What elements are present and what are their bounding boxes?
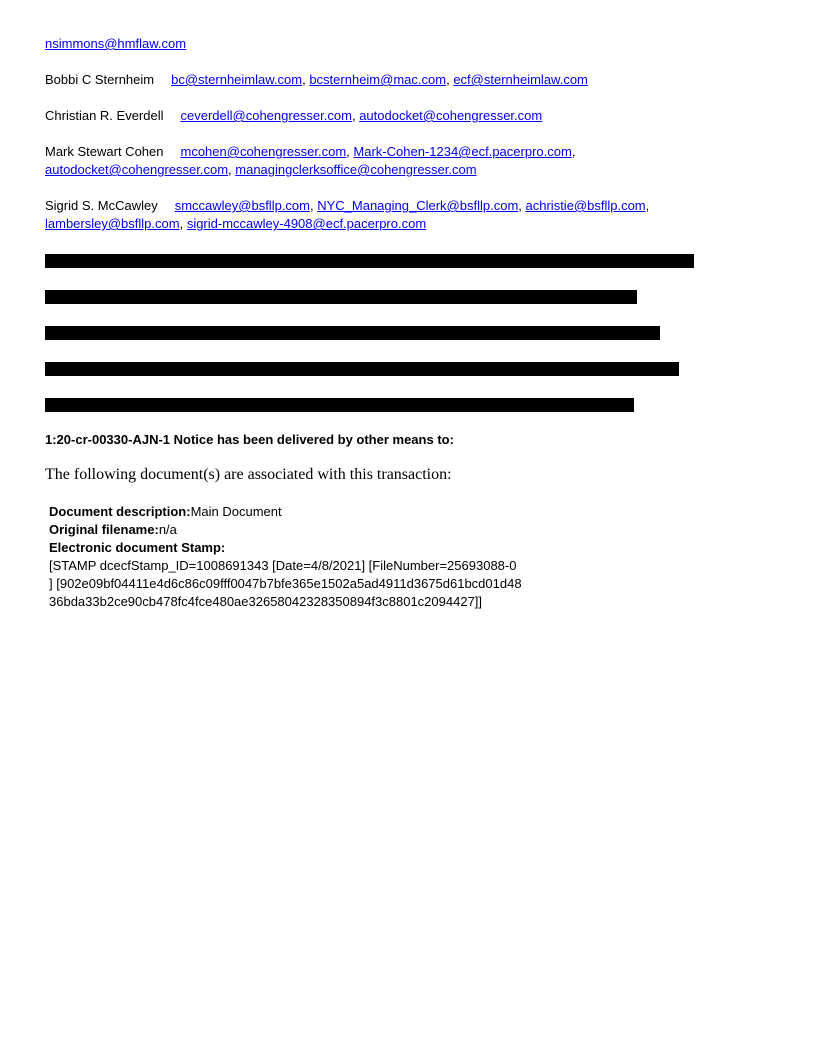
recipient-name: Sigrid S. McCawley (45, 198, 158, 213)
document-stamp-label: Electronic document Stamp: (49, 540, 226, 555)
redaction-bar (45, 326, 660, 340)
email-link[interactable]: achristie@bsfllp.com (525, 198, 646, 213)
email-link[interactable]: smccawley@bsfllp.com (174, 198, 310, 213)
associated-docs-text: The following document(s) are associated with this transaction: (45, 466, 452, 483)
redaction-bar (45, 290, 637, 304)
document-description-value: Main Document (190, 504, 282, 519)
recipient-row: Christian R. Everdell ceverdell@cohengresser.com, autodocket@cohengresser.com (45, 108, 543, 123)
document-filename (49, 521, 177, 539)
redaction-bar (45, 254, 694, 268)
email-link[interactable]: mcohen@cohengresser.com (180, 144, 347, 159)
recipient-row: Bobbi C Sternheim bc@sternheimlaw.com, bcsternheim@mac.com, ecf@sternheimlaw.com (45, 72, 588, 87)
recipient-row (45, 35, 186, 53)
email-link[interactable]: lambersley@bsfllp.com (45, 216, 180, 231)
email-link[interactable]: ceverdell@cohengresser.com (180, 108, 352, 123)
document-stamp-line: [STAMP dcecfStamp_ID=1008691343 [Date=4/8/2021] [FileNumber=25693088-0 (49, 558, 517, 573)
document-filename-label: Original filename: (49, 522, 159, 537)
email-link[interactable]: bcsternheim@mac.com (309, 72, 447, 87)
email-link[interactable]: sigrid-mccawley-4908@ecf.pacerpro.com (186, 216, 427, 231)
document-description (49, 503, 282, 521)
email-link[interactable]: autodocket@cohengresser.com (359, 108, 543, 123)
recipient-name: Christian R. Everdell (45, 108, 164, 123)
redaction-bar (45, 398, 634, 412)
email-link[interactable]: ecf@sternheimlaw.com (453, 72, 588, 87)
email-link[interactable]: autodocket@cohengresser.com (45, 162, 229, 177)
email-link[interactable]: Mark-Cohen-1234@ecf.pacerpro.com (353, 144, 572, 159)
document-stamp-line: 36bda33b2ce90cb478fc4fce480ae32658042328350894f3c8801c2094427]] (49, 594, 483, 609)
recipient-row: Mark Stewart Cohen mcohen@cohengresser.com, Mark-Cohen-1234@ecf.pacerpro.com, (45, 144, 576, 159)
email-link[interactable]: bc@sternheimlaw.com (171, 72, 303, 87)
email-link[interactable]: managingclerksoffice@cohengresser.com (235, 162, 477, 177)
recipient-row-continued: autodocket@cohengresser.com, managingclerksoffice@cohengresser.com (45, 162, 477, 177)
redaction-bar (45, 362, 679, 376)
document-filename-value: n/a (158, 522, 177, 537)
document-description-label: Document description: (49, 504, 191, 519)
recipient-row: Sigrid S. McCawley smccawley@bsfllp.com, NYC_Managing_Clerk@bsfllp.com, achristie@bsfllp.com, (45, 198, 650, 213)
email-link[interactable]: nsimmons@hmflaw.com (45, 36, 187, 51)
other-means-heading: 1:20-cr-00330-AJN-1 Notice has been delivered by other means to: (45, 432, 454, 447)
recipient-name: Mark Stewart Cohen (45, 144, 164, 159)
recipient-name: Bobbi C Sternheim (45, 72, 155, 87)
email-link[interactable]: NYC_Managing_Clerk@bsfllp.com (317, 198, 519, 213)
recipient-row-continued: lambersley@bsfllp.com, sigrid-mccawley-4908@ecf.pacerpro.com (45, 216, 427, 231)
document-stamp-line: ] [902e09bf04411e4d6c86c09fff0047b7bfe365e1502a5ad4911d3675d61bcd01d48 (49, 576, 522, 591)
